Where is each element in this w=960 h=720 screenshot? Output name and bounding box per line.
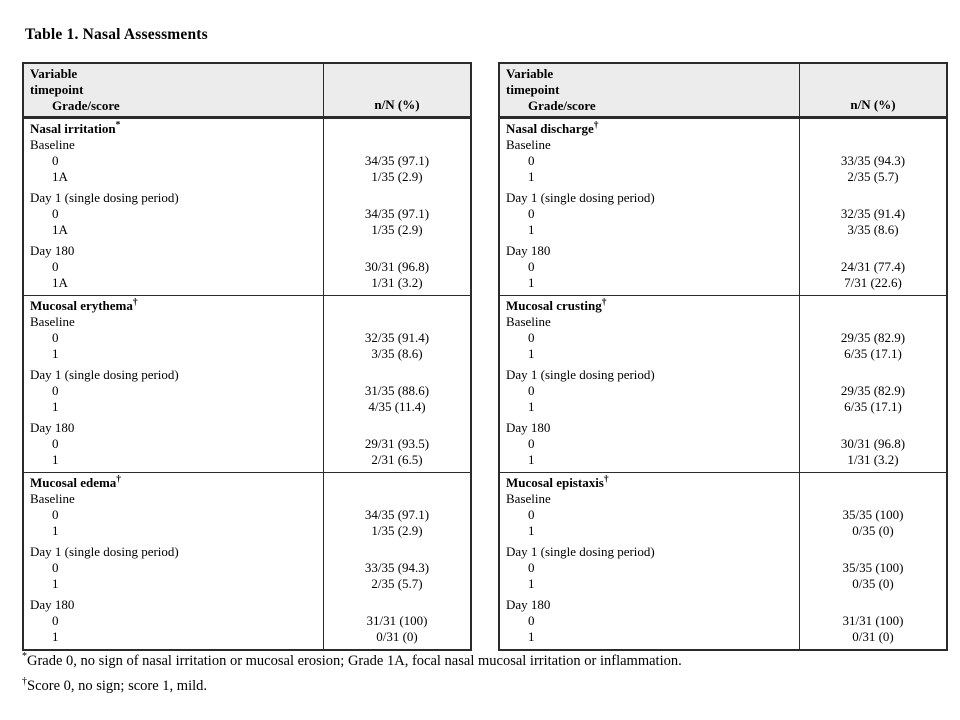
value-cell: 33/35 (94.3) <box>364 560 430 575</box>
grade-label: 1 <box>52 452 59 467</box>
value-cell: 33/35 (94.3) <box>840 153 906 168</box>
table-title: Table 1. Nasal Assessments <box>25 26 208 43</box>
blank-line <box>324 420 470 436</box>
table-section <box>24 118 470 295</box>
table-section <box>24 472 470 649</box>
grade-label: 1A <box>52 275 68 290</box>
value-cell: 1/31 (3.2) <box>847 452 899 467</box>
blank-line <box>800 121 946 137</box>
value-cell: 34/35 (97.1) <box>364 206 430 221</box>
timepoint-label: Baseline <box>506 314 551 329</box>
blank-line <box>324 475 470 491</box>
grade-label: 1 <box>528 576 535 591</box>
value-cell: 29/35 (82.9) <box>840 383 906 398</box>
header-line-grade-score: Grade/score <box>52 98 120 113</box>
value-cell: 31/31 (100) <box>842 613 904 628</box>
grade-label: 1 <box>52 523 59 538</box>
value-cell: 35/35 (100) <box>842 507 904 522</box>
value-cell: 29/31 (93.5) <box>364 436 430 451</box>
section-labels <box>500 473 799 649</box>
grade-label: 0 <box>52 560 59 575</box>
blank-line <box>800 190 946 206</box>
variable-name: Mucosal epistaxis <box>506 475 604 490</box>
value-cell: 6/35 (17.1) <box>844 399 902 414</box>
assessment-table-left <box>22 62 472 651</box>
section-labels <box>24 296 323 472</box>
blank-line <box>800 544 946 560</box>
timepoint-label: Day 180 <box>30 597 75 612</box>
blank-line <box>800 420 946 436</box>
grade-label: 1 <box>52 576 59 591</box>
value-cell: 31/35 (88.6) <box>364 383 430 398</box>
footnote-marker: † <box>601 297 607 308</box>
grade-label: 0 <box>528 153 535 168</box>
value-cell: 32/35 (91.4) <box>840 206 906 221</box>
grade-label: 0 <box>528 383 535 398</box>
value-cell: 34/35 (97.1) <box>364 507 430 522</box>
value-cell: 31/31 (100) <box>366 613 428 628</box>
grade-label: 0 <box>528 507 535 522</box>
blank-line <box>324 298 470 314</box>
dagger-marker: † <box>22 676 27 688</box>
value-cell: 1/35 (2.9) <box>371 523 423 538</box>
blank-line <box>324 491 470 507</box>
blank-line <box>800 367 946 383</box>
table-section <box>500 118 946 295</box>
grade-label: 0 <box>528 330 535 345</box>
table-section <box>500 295 946 472</box>
timepoint-label: Baseline <box>506 137 551 152</box>
timepoint-label: Day 180 <box>506 420 551 435</box>
grade-label: 1 <box>528 222 535 237</box>
grade-label: 1 <box>528 452 535 467</box>
footnote-marker: † <box>593 120 599 131</box>
value-cell: 3/35 (8.6) <box>371 346 423 361</box>
footnote-text: Grade 0, no sign of nasal irritation or mucosal erosion; Grade 1A, focal nasal mucosal irritation or inflammation. <box>27 653 682 669</box>
grade-label: 1 <box>52 346 59 361</box>
footnotes <box>22 649 682 699</box>
blank-line <box>324 544 470 560</box>
section-variable <box>506 475 793 491</box>
table-section <box>24 295 470 472</box>
value-cell: 29/35 (82.9) <box>840 330 906 345</box>
timepoint-label: Day 1 (single dosing period) <box>30 367 179 382</box>
header-line-variable: Variable <box>506 66 554 81</box>
grade-label: 1A <box>52 169 68 184</box>
blank-line <box>800 597 946 613</box>
value-cell: 0/35 (0) <box>852 523 894 538</box>
header-nn-cell <box>799 64 946 116</box>
blank-line <box>324 121 470 137</box>
timepoint-label: Baseline <box>30 137 75 152</box>
section-variable <box>506 298 793 314</box>
blank-line <box>800 137 946 153</box>
timepoint-label: Day 180 <box>506 597 551 612</box>
timepoint-label: Day 1 (single dosing period) <box>30 190 179 205</box>
header-nn-label: n/N (%) <box>850 97 896 112</box>
grade-label: 0 <box>528 206 535 221</box>
header-line-variable: Variable <box>30 66 78 81</box>
footnote-marker: * <box>115 120 121 131</box>
table-sections <box>500 118 946 649</box>
value-cell: 0/35 (0) <box>852 576 894 591</box>
variable-name: Mucosal crusting <box>506 298 602 313</box>
section-values <box>799 296 946 472</box>
footnote-marker: † <box>603 474 609 485</box>
value-cell: 30/31 (96.8) <box>364 259 430 274</box>
section-variable <box>30 475 317 491</box>
blank-line <box>800 298 946 314</box>
footnote-dagger <box>22 674 682 699</box>
blank-line <box>324 367 470 383</box>
grade-label: 1 <box>528 169 535 184</box>
grade-label: 1A <box>52 222 68 237</box>
grade-label: 0 <box>52 613 59 628</box>
blank-line <box>324 243 470 259</box>
header-nn-cell <box>323 64 470 116</box>
section-variable <box>506 121 793 137</box>
value-cell: 1/35 (2.9) <box>371 169 423 184</box>
grade-label: 0 <box>52 507 59 522</box>
value-cell: 34/35 (97.1) <box>364 153 430 168</box>
header-variable-cell <box>24 64 323 116</box>
grade-label: 1 <box>528 399 535 414</box>
timepoint-label: Baseline <box>30 491 75 506</box>
value-cell: 0/31 (0) <box>852 629 894 644</box>
blank-line <box>800 314 946 330</box>
timepoint-label: Day 1 (single dosing period) <box>506 367 655 382</box>
value-cell: 0/31 (0) <box>376 629 418 644</box>
grade-label: 0 <box>52 436 59 451</box>
timepoint-label: Baseline <box>30 314 75 329</box>
blank-line <box>800 491 946 507</box>
header-line-timepoint: timepoint <box>506 82 560 97</box>
table-section <box>500 472 946 649</box>
value-cell: 35/35 (100) <box>842 560 904 575</box>
tables-row <box>22 62 948 651</box>
timepoint-label: Day 180 <box>30 420 75 435</box>
timepoint-label: Day 1 (single dosing period) <box>506 544 655 559</box>
grade-label: 1 <box>528 523 535 538</box>
variable-name: Nasal irritation <box>30 121 116 136</box>
blank-line <box>800 243 946 259</box>
blank-line <box>800 475 946 491</box>
blank-line <box>324 314 470 330</box>
asterisk-marker: * <box>22 651 27 663</box>
grade-label: 0 <box>52 330 59 345</box>
grade-label: 1 <box>528 346 535 361</box>
footnote-asterisk <box>22 649 682 674</box>
header-line-timepoint: timepoint <box>30 82 84 97</box>
value-cell: 2/31 (6.5) <box>371 452 423 467</box>
section-labels <box>24 473 323 649</box>
timepoint-label: Day 1 (single dosing period) <box>506 190 655 205</box>
section-variable <box>30 298 317 314</box>
value-cell: 24/31 (77.4) <box>840 259 906 274</box>
grade-label: 0 <box>52 206 59 221</box>
grade-label: 0 <box>52 153 59 168</box>
grade-label: 0 <box>528 613 535 628</box>
header-line-grade-score: Grade/score <box>528 98 596 113</box>
grade-label: 1 <box>528 275 535 290</box>
value-cell: 1/31 (3.2) <box>371 275 423 290</box>
grade-label: 0 <box>528 560 535 575</box>
timepoint-label: Day 1 (single dosing period) <box>30 544 179 559</box>
grade-label: 1 <box>52 399 59 414</box>
footnote-text: Score 0, no sign; score 1, mild. <box>27 678 208 694</box>
value-cell: 2/35 (5.7) <box>371 576 423 591</box>
section-labels <box>500 119 799 295</box>
variable-name: Nasal discharge <box>506 121 594 136</box>
grade-label: 0 <box>52 259 59 274</box>
table-header <box>500 64 946 118</box>
section-values <box>323 473 470 649</box>
value-cell: 1/35 (2.9) <box>371 222 423 237</box>
value-cell: 2/35 (5.7) <box>847 169 899 184</box>
blank-line <box>324 597 470 613</box>
grade-label: 0 <box>52 383 59 398</box>
value-cell: 30/31 (96.8) <box>840 436 906 451</box>
section-labels <box>500 296 799 472</box>
timepoint-label: Day 180 <box>30 243 75 258</box>
value-cell: 32/35 (91.4) <box>364 330 430 345</box>
footnote-marker: † <box>132 297 138 308</box>
table-header <box>24 64 470 118</box>
variable-name: Mucosal edema <box>30 475 117 490</box>
timepoint-label: Baseline <box>506 491 551 506</box>
value-cell: 7/31 (22.6) <box>844 275 902 290</box>
table-sections <box>24 118 470 649</box>
grade-label: 0 <box>528 259 535 274</box>
blank-line <box>324 190 470 206</box>
header-nn-label: n/N (%) <box>374 97 420 112</box>
value-cell: 3/35 (8.6) <box>847 222 899 237</box>
variable-name: Mucosal erythema <box>30 298 133 313</box>
grade-label: 1 <box>528 629 535 644</box>
header-variable-cell <box>500 64 799 116</box>
grade-label: 1 <box>52 629 59 644</box>
value-cell: 6/35 (17.1) <box>844 346 902 361</box>
grade-label: 0 <box>528 436 535 451</box>
section-values <box>799 119 946 295</box>
timepoint-label: Day 180 <box>506 243 551 258</box>
section-variable <box>30 121 317 137</box>
section-values <box>323 119 470 295</box>
footnote-marker: † <box>116 474 122 485</box>
value-cell: 4/35 (11.4) <box>368 399 426 414</box>
blank-line <box>324 137 470 153</box>
section-labels <box>24 119 323 295</box>
assessment-table-right <box>498 62 948 651</box>
section-values <box>799 473 946 649</box>
section-values <box>323 296 470 472</box>
